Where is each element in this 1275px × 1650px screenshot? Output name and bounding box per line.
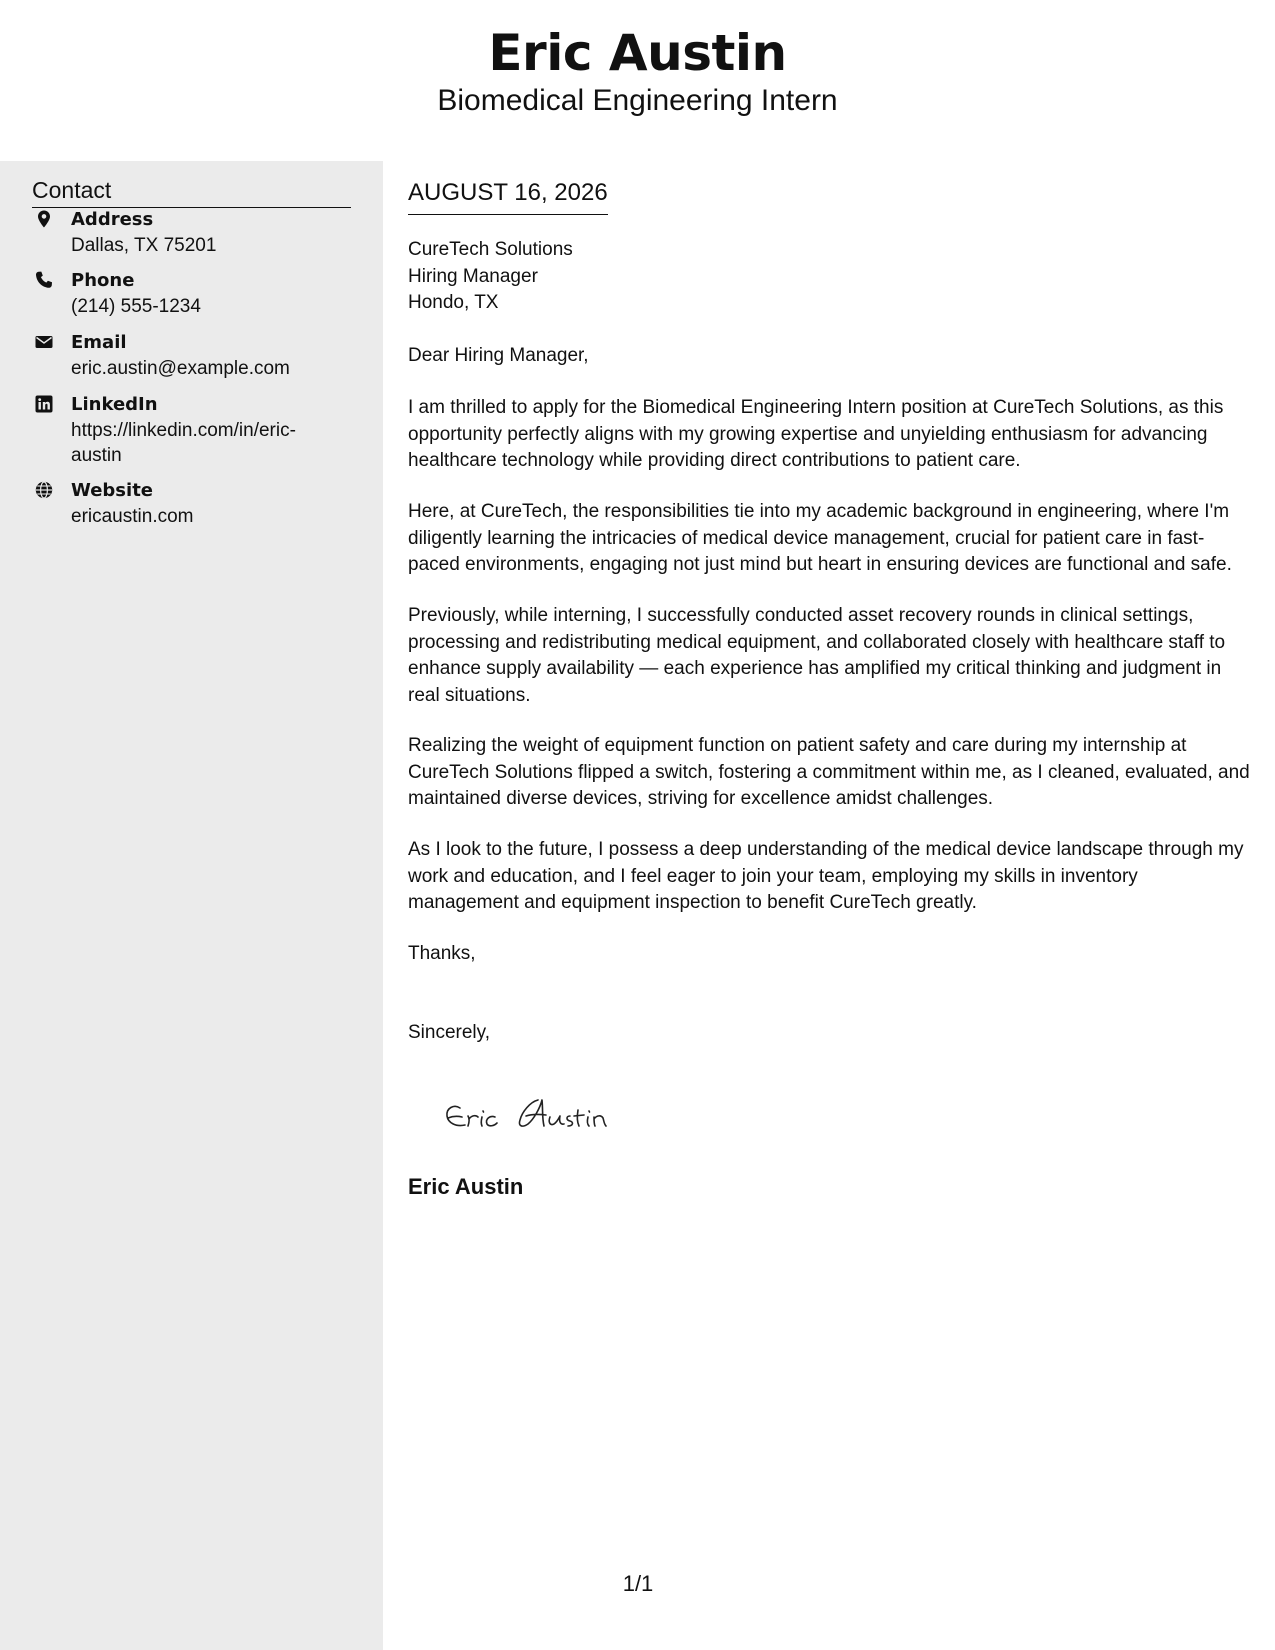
phone-icon [35,271,53,289]
handwritten-signature [438,1086,648,1146]
letter-paragraph: Realizing the weight of equipment function on patient safety and care during my internship at CureTech Solutions flipped a switch, fostering a commitment within me, as I cleaned, evaluated, and maintained diverse devices, striving for excellence amidst challenges. [408,735,1250,809]
letter-date: AUGUST 16, 2026 [408,177,608,215]
letter-paragraph: Previously, while interning, I successfully conducted asset recovery rounds in clinical settings, processing and redistributing medical equipment, and collaborated closely with healthcare staff to enhance supply availability — each experience has amplified my critical thinking and judgment in real situations. [408,605,1226,706]
contact-label: Website [71,480,154,501]
letter-paragraph: I am thrilled to apply for the Biomedical Engineering Intern position at CureTech Solutions, as this opportunity perfectly aligns with my growing expertise and unyielding enthusiasm for advancing healthcare technology while providing direct contributions to patient care. [408,397,1224,471]
letter-header [0,0,1275,160]
thanks-line: Thanks, [408,943,476,964]
contact-label: Address [71,209,154,230]
map-pin-icon [35,210,53,228]
globe-icon [35,481,53,499]
contact-value: eric.austin@example.com [71,358,290,379]
recipient-block [408,237,1253,317]
recipient-company: CureTech Solutions [408,239,573,260]
closing-line: Sincerely, [408,1022,491,1043]
applicant-name: Eric Austin [488,24,787,82]
letter-paragraph: Here, at CureTech, the responsibilities tie into my academic background in engineering, where I'm diligently learning the intricacies of medical device management, crucial for patient care in fast-paced environments, engaging not just mind but heart in ensuring devices are functional and safe. [408,501,1232,575]
contact-label: Phone [71,270,135,291]
applicant-title: Biomedical Engineering Intern [437,84,838,117]
contact-label: Email [71,332,127,353]
contact-value: (214) 555-1234 [71,296,201,317]
contact-heading: Contact [32,175,351,208]
envelope-icon [35,333,53,351]
contact-sidebar [0,161,383,1650]
recipient-role: Hiring Manager [408,265,538,287]
contact-value: Dallas, TX 75201 [71,235,217,256]
contact-value: ericaustin.com [71,506,194,527]
letter-paragraph: As I look to the future, I possess a deep understanding of the medical device landscape through my work and education, and I feel eager to join your team, employing my skills in inventory management and equipment inspection to benefit CureTech greatly. [408,839,1244,913]
recipient-location: Hondo, TX [408,292,499,313]
contact-value: https://linkedin.com/in/eric-austin [71,420,296,466]
signer-name: Eric Austin [408,1174,524,1199]
contact-label: LinkedIn [71,394,158,415]
salutation: Dear Hiring Manager, [408,345,589,366]
linkedin-icon [35,395,53,413]
page-number: 1/1 [622,1571,654,1596]
